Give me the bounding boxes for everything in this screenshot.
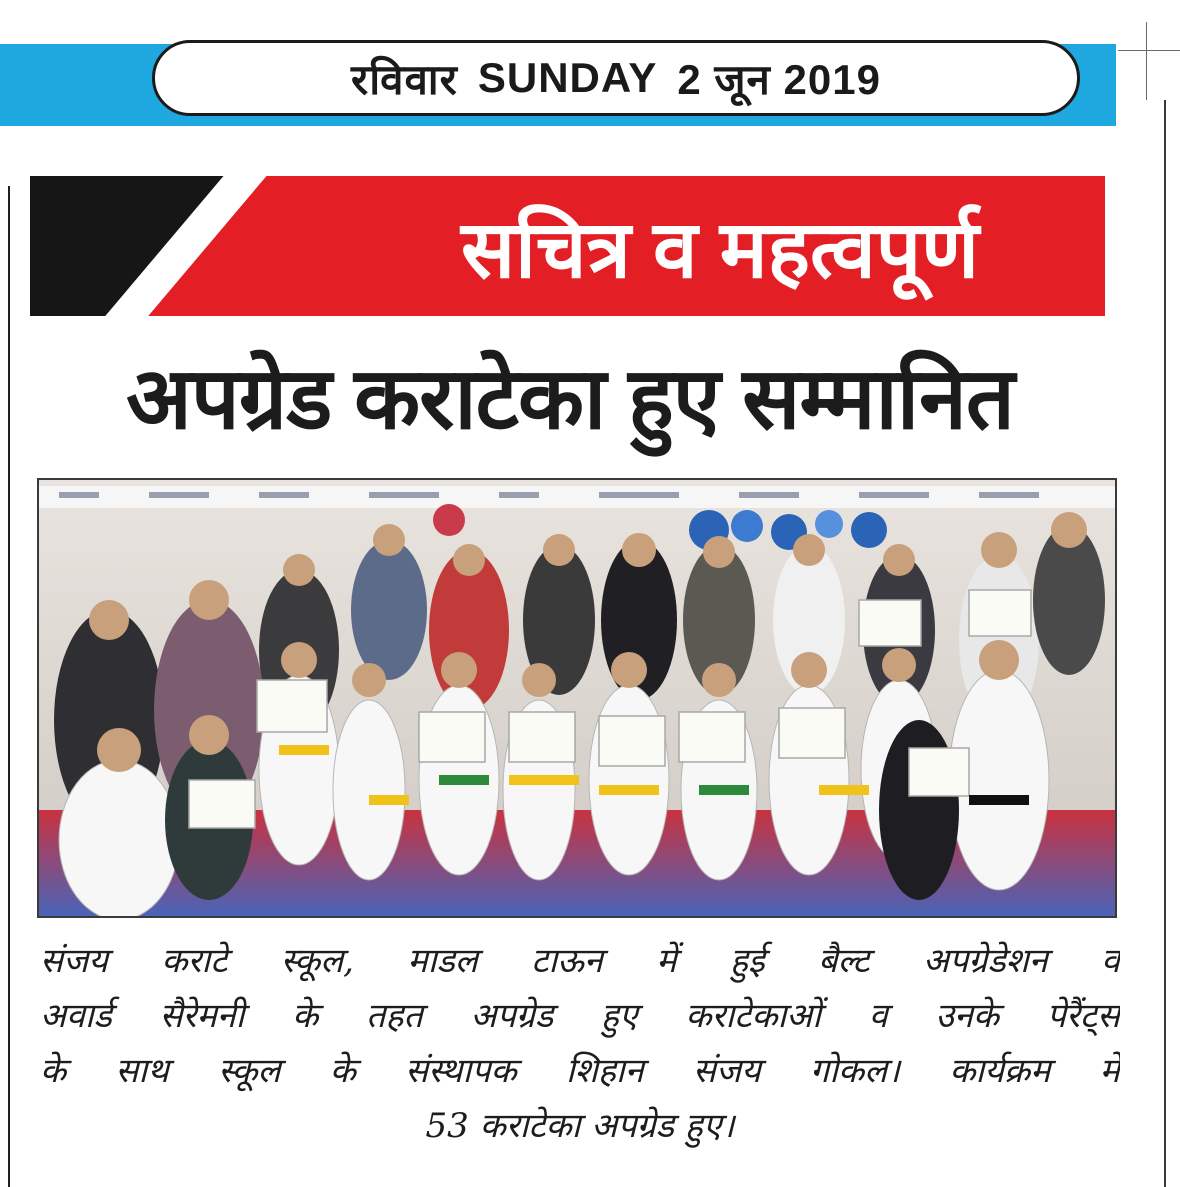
section-title: सचित्र व महत्वपूर्ण	[461, 204, 979, 294]
day-hindi: रविवार	[351, 55, 458, 103]
caption-line-4: 53 कराटेका अपग्रेड हुए।	[425, 1106, 735, 1146]
caption-line-3: के साथ स्कूल के संस्थापक शिहान संजय गोकल। कार्यक्रम में	[40, 1051, 1120, 1091]
column-rule	[8, 186, 10, 1187]
photo-caption	[40, 934, 1120, 1174]
date-hindi: 2 जून 2019	[677, 55, 881, 103]
article-photo	[37, 478, 1117, 918]
date-line	[152, 40, 1080, 116]
crop-mark-horizontal	[1118, 50, 1180, 51]
article-headline: अपग्रेड कराटेका हुए सम्मानित	[126, 350, 1014, 447]
day-english: SUNDAY	[477, 54, 658, 101]
caption-line-2: अवार्ड सैरेमनी के तहत अपग्रेड हुए कराटेकाओं व उनके पेरैंट्स	[40, 996, 1120, 1036]
section-banner	[30, 176, 1105, 316]
group-photo-illustration	[39, 480, 1115, 916]
caption-line-1: संजय कराटे स्कूल, माडल टाऊन में हुई बैल्ट अपग्रेडेशन व	[40, 941, 1120, 981]
crop-mark-vertical	[1146, 22, 1147, 100]
page-edge-rule	[1164, 100, 1166, 1187]
